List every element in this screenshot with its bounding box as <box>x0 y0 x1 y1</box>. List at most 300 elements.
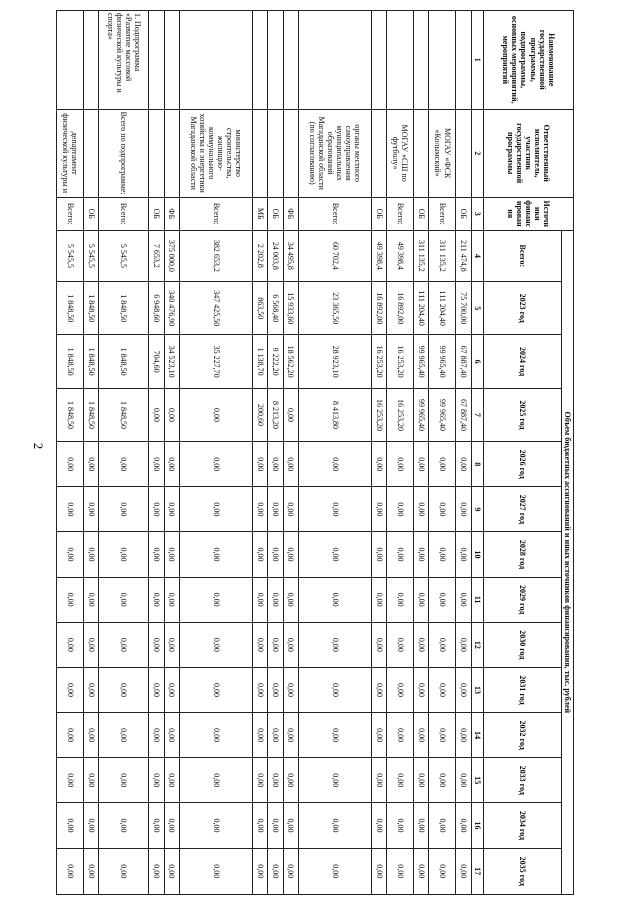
cell-year-value: 0,00 <box>387 803 414 848</box>
cell-responsible <box>84 109 99 197</box>
cell-year-value: 0,00 <box>387 577 414 622</box>
cell-year-value: 0,00 <box>298 667 371 712</box>
cell-year-value: 99 965,40 <box>414 335 429 388</box>
header-name: Наименование государственной программы, подпрограммы, основных мероприятий, мероприятий <box>483 11 573 110</box>
cell-year-value: 0,00 <box>456 487 471 532</box>
cell-year-value: 0,00 <box>298 848 371 894</box>
cell-year-value: 0,00 <box>387 622 414 667</box>
cell-name <box>164 11 179 110</box>
cell-year-value: 9 222,20 <box>268 335 283 388</box>
cell-year-value: 0,00 <box>57 487 84 532</box>
cell-source: ФБ <box>283 197 298 230</box>
table-row <box>429 11 456 895</box>
cell-year-value: 0,00 <box>268 803 283 848</box>
table-row <box>164 11 179 895</box>
cell-year-value: 0,00 <box>149 713 164 758</box>
cell-total: 5 545,5 <box>84 230 99 281</box>
cell-year-value: 0,00 <box>99 442 149 487</box>
cell-year-value: 16 253,20 <box>371 388 386 441</box>
cell-year-value: 1 848,50 <box>57 282 84 335</box>
table-row <box>387 11 414 895</box>
cell-responsible: органы местного самоуправления муниципальных образований Магаданской области (по согласованию) <box>298 109 371 197</box>
cell-year-value: 0,00 <box>84 487 99 532</box>
cell-year-value: 0,00 <box>84 848 99 894</box>
cell-year-value: 0,00 <box>99 803 149 848</box>
cell-year-value: 0,00 <box>283 713 298 758</box>
cell-year-value: 0,00 <box>387 667 414 712</box>
cell-year-value: 0,00 <box>252 622 267 667</box>
cell-year-value: 0,00 <box>268 758 283 803</box>
cell-year-value: 0,00 <box>149 487 164 532</box>
cell-source: Всего: <box>179 197 252 230</box>
cell-year-value: 0,00 <box>298 622 371 667</box>
cell-year-value: 0,00 <box>429 442 456 487</box>
cell-year-value: 0,00 <box>283 388 298 441</box>
cell-year-value: 0,00 <box>149 848 164 894</box>
cell-year-value: 0,00 <box>429 803 456 848</box>
table-row <box>456 11 471 895</box>
cell-year-value: 0,00 <box>268 622 283 667</box>
cell-year-value: 111 204,40 <box>429 282 456 335</box>
cell-year-value: 0,00 <box>298 532 371 577</box>
cell-source: Всего: <box>429 197 456 230</box>
cell-year-value: 1 848,50 <box>57 335 84 388</box>
cell-year-value: 0,00 <box>298 758 371 803</box>
cell-name <box>84 11 99 110</box>
column-number: 2 <box>471 109 483 197</box>
cell-year-value: 0,00 <box>164 388 179 441</box>
cell-year-value: 0,00 <box>179 442 252 487</box>
cell-name <box>252 11 267 110</box>
cell-year-value: 0,00 <box>84 713 99 758</box>
cell-year-value: 0,00 <box>414 622 429 667</box>
cell-name <box>149 11 164 110</box>
cell-name: 1. Подпрограмма «Развитие массовой физической культуры и спорта» <box>99 11 149 110</box>
cell-year-value: 1 138,70 <box>252 335 267 388</box>
column-number: 13 <box>471 667 483 712</box>
cell-name <box>268 11 283 110</box>
cell-year-value: 0,00 <box>371 803 386 848</box>
cell-source: Всего: <box>57 197 84 230</box>
header-total: Всего: <box>483 230 561 281</box>
cell-source: ОБ <box>268 197 283 230</box>
cell-total: 2 202,8 <box>252 230 267 281</box>
cell-source: МБ <box>252 197 267 230</box>
cell-year-value: 0,00 <box>414 758 429 803</box>
cell-year-value: 0,00 <box>283 532 298 577</box>
column-number: 12 <box>471 622 483 667</box>
cell-name <box>57 11 84 110</box>
cell-year-value: 0,00 <box>252 803 267 848</box>
cell-year-value: 0,00 <box>298 487 371 532</box>
cell-year-value: 0,00 <box>371 577 386 622</box>
cell-name <box>283 11 298 110</box>
cell-year-value: 0,00 <box>57 442 84 487</box>
cell-year-value: 0,00 <box>164 667 179 712</box>
cell-year-value: 0,00 <box>371 532 386 577</box>
cell-year-value: 0,00 <box>149 803 164 848</box>
cell-year-value: 0,00 <box>387 487 414 532</box>
cell-year-value: 0,00 <box>164 803 179 848</box>
cell-year-value: 0,00 <box>414 487 429 532</box>
table-row <box>283 11 298 895</box>
cell-year-value: 0,00 <box>429 667 456 712</box>
cell-responsible: департамент физической культуры и <box>57 109 84 197</box>
cell-year-value: 0,00 <box>268 532 283 577</box>
cell-year-value: 8 413,80 <box>298 388 371 441</box>
cell-year-value: 0,00 <box>179 622 252 667</box>
cell-year-value: 340 476,90 <box>164 282 179 335</box>
cell-year-value: 18 562,20 <box>283 335 298 388</box>
cell-total: 375 000,0 <box>164 230 179 281</box>
cell-year-value: 0,00 <box>456 532 471 577</box>
cell-year-value: 0,00 <box>283 487 298 532</box>
cell-total: 60 702,4 <box>298 230 371 281</box>
cell-year-value: 0,00 <box>268 667 283 712</box>
cell-source: Всего: <box>298 197 371 230</box>
cell-year-value: 35 227,70 <box>179 335 252 388</box>
cell-name <box>387 11 414 110</box>
cell-year-value: 0,00 <box>57 758 84 803</box>
cell-year-value: 0,00 <box>57 848 84 894</box>
table-row <box>99 11 149 895</box>
cell-year-value: 34 523,10 <box>164 335 179 388</box>
header-year: 2030 год <box>483 622 561 667</box>
cell-responsible: МОГАУ «ФСК «Колымский» <box>429 109 456 197</box>
cell-year-value: 1 848,50 <box>99 282 149 335</box>
cell-year-value: 99 965,40 <box>429 335 456 388</box>
table-row <box>179 11 252 895</box>
table-row <box>57 11 84 895</box>
header-year: 2024 год <box>483 335 561 388</box>
cell-year-value: 16 253,20 <box>387 335 414 388</box>
cell-source: ОБ <box>84 197 99 230</box>
header-year: 2031 год <box>483 667 561 712</box>
cell-year-value: 0,00 <box>414 442 429 487</box>
cell-responsible <box>371 109 386 197</box>
cell-year-value: 0,00 <box>252 713 267 758</box>
cell-year-value: 0,00 <box>371 713 386 758</box>
cell-year-value: 111 204,40 <box>414 282 429 335</box>
cell-year-value: 0,00 <box>99 487 149 532</box>
cell-year-value: 0,00 <box>283 577 298 622</box>
cell-responsible <box>252 109 267 197</box>
cell-year-value: 0,00 <box>371 848 386 894</box>
table-row <box>298 11 371 895</box>
column-number: 16 <box>471 803 483 848</box>
cell-year-value: 863,50 <box>252 282 267 335</box>
cell-name <box>414 11 429 110</box>
cell-year-value: 0,00 <box>57 577 84 622</box>
cell-total: 311 135,2 <box>414 230 429 281</box>
cell-year-value: 0,00 <box>164 848 179 894</box>
header-year: 2034 год <box>483 803 561 848</box>
cell-year-value: 0,00 <box>252 848 267 894</box>
column-number: 11 <box>471 577 483 622</box>
cell-year-value: 200,60 <box>252 388 267 441</box>
cell-responsible <box>414 109 429 197</box>
cell-year-value: 0,00 <box>414 532 429 577</box>
cell-year-value: 0,00 <box>283 622 298 667</box>
column-number: 4 <box>471 230 483 281</box>
cell-year-value: 0,00 <box>283 803 298 848</box>
cell-year-value: 0,00 <box>99 848 149 894</box>
column-number: 9 <box>471 487 483 532</box>
cell-year-value: 0,00 <box>456 803 471 848</box>
cell-year-value: 0,00 <box>298 442 371 487</box>
cell-year-value: 0,00 <box>429 577 456 622</box>
cell-year-value: 0,00 <box>164 487 179 532</box>
cell-total: 211 474,8 <box>456 230 471 281</box>
cell-source: ФБ <box>164 197 179 230</box>
column-number: 5 <box>471 282 483 335</box>
cell-year-value: 0,00 <box>283 758 298 803</box>
cell-name <box>429 11 456 110</box>
cell-year-value: 0,00 <box>429 848 456 894</box>
cell-year-value: 0,00 <box>179 803 252 848</box>
column-number: 7 <box>471 388 483 441</box>
cell-year-value: 0,00 <box>298 803 371 848</box>
cell-year-value: 28 923,10 <box>298 335 371 388</box>
cell-total: 24 003,8 <box>268 230 283 281</box>
cell-year-value: 0,00 <box>84 577 99 622</box>
table-row <box>149 11 164 895</box>
cell-year-value: 0,00 <box>252 532 267 577</box>
table-row <box>414 11 429 895</box>
cell-year-value: 0,00 <box>179 848 252 894</box>
cell-source: Всего: <box>387 197 414 230</box>
cell-year-value: 67 887,40 <box>456 335 471 388</box>
cell-year-value: 347 425,50 <box>179 282 252 335</box>
cell-year-value: 75 700,00 <box>456 282 471 335</box>
rotated-table-container <box>56 10 574 895</box>
cell-year-value: 0,00 <box>57 713 84 758</box>
cell-year-value: 0,00 <box>84 442 99 487</box>
header-year: 2025 год <box>483 388 561 441</box>
cell-year-value: 0,00 <box>99 713 149 758</box>
cell-year-value: 0,00 <box>252 442 267 487</box>
cell-total: 5 545,5 <box>99 230 149 281</box>
cell-year-value: 0,00 <box>268 848 283 894</box>
cell-year-value: 0,00 <box>149 532 164 577</box>
cell-year-value: 0,00 <box>456 758 471 803</box>
header-year: 2033 год <box>483 758 561 803</box>
cell-year-value: 0,00 <box>252 577 267 622</box>
cell-responsible <box>456 109 471 197</box>
cell-year-value: 99 965,40 <box>429 388 456 441</box>
cell-year-value: 15 933,60 <box>283 282 298 335</box>
cell-year-value: 1 848,50 <box>84 282 99 335</box>
cell-year-value: 0,00 <box>387 713 414 758</box>
cell-year-value: 0,00 <box>99 532 149 577</box>
table-row <box>268 11 283 895</box>
cell-year-value: 0,00 <box>99 577 149 622</box>
cell-total: 311 135,2 <box>429 230 456 281</box>
cell-source: Всего: <box>99 197 149 230</box>
cell-year-value: 0,00 <box>179 532 252 577</box>
cell-total: 34 495,8 <box>283 230 298 281</box>
cell-year-value: 0,00 <box>252 667 267 712</box>
cell-year-value: 6 568,40 <box>268 282 283 335</box>
cell-year-value: 0,00 <box>456 622 471 667</box>
cell-year-value: 0,00 <box>57 667 84 712</box>
cell-year-value: 0,00 <box>179 758 252 803</box>
cell-year-value: 0,00 <box>149 622 164 667</box>
table-row <box>371 11 386 895</box>
cell-year-value: 0,00 <box>371 667 386 712</box>
header-year: 2029 год <box>483 577 561 622</box>
header-source: Источники финансирования <box>483 197 573 230</box>
cell-year-value: 0,00 <box>456 577 471 622</box>
cell-total: 5 545,5 <box>57 230 84 281</box>
header-year: 2027 год <box>483 487 561 532</box>
cell-year-value: 0,00 <box>179 667 252 712</box>
cell-year-value: 0,00 <box>57 622 84 667</box>
cell-year-value: 0,00 <box>387 532 414 577</box>
header-volume-title: Объем бюджетных ассигнований и иных источников финансирования, тыс. рублей <box>561 230 573 894</box>
cell-year-value: 0,00 <box>179 388 252 441</box>
cell-year-value: 0,00 <box>387 848 414 894</box>
cell-year-value: 1 848,50 <box>57 388 84 441</box>
cell-source: ОБ <box>456 197 471 230</box>
cell-source: ОБ <box>371 197 386 230</box>
cell-year-value: 0,00 <box>252 487 267 532</box>
cell-year-value: 0,00 <box>456 848 471 894</box>
cell-year-value: 0,00 <box>414 577 429 622</box>
cell-year-value: 0,00 <box>414 848 429 894</box>
cell-year-value: 0,00 <box>57 532 84 577</box>
cell-year-value: 0,00 <box>283 667 298 712</box>
cell-year-value: 0,00 <box>179 577 252 622</box>
header-year: 2026 год <box>483 442 561 487</box>
cell-year-value: 0,00 <box>456 442 471 487</box>
cell-year-value: 1 848,50 <box>84 388 99 441</box>
cell-year-value: 23 365,50 <box>298 282 371 335</box>
cell-year-value: 0,00 <box>164 713 179 758</box>
cell-total: 382 653,2 <box>179 230 252 281</box>
cell-year-value: 1 848,50 <box>84 335 99 388</box>
cell-year-value: 0,00 <box>414 713 429 758</box>
cell-year-value: 0,00 <box>149 667 164 712</box>
cell-year-value: 0,00 <box>414 667 429 712</box>
cell-year-value: 16 253,20 <box>387 388 414 441</box>
cell-year-value: 16 892,00 <box>371 282 386 335</box>
cell-year-value: 0,00 <box>149 388 164 441</box>
cell-year-value: 0,00 <box>429 487 456 532</box>
cell-year-value: 99 965,40 <box>414 388 429 441</box>
cell-responsible: Всего по подпрограмме: <box>99 109 149 197</box>
cell-year-value: 0,00 <box>429 622 456 667</box>
table-row <box>252 11 267 895</box>
cell-year-value: 0,00 <box>371 622 386 667</box>
cell-year-value: 8 213,20 <box>268 388 283 441</box>
cell-year-value: 0,00 <box>298 713 371 758</box>
cell-year-value: 0,00 <box>179 487 252 532</box>
cell-source: ОБ <box>149 197 164 230</box>
cell-year-value: 16 253,20 <box>371 335 386 388</box>
cell-total: 49 398,4 <box>371 230 386 281</box>
cell-year-value: 0,00 <box>283 848 298 894</box>
cell-year-value: 0,00 <box>371 442 386 487</box>
cell-year-value: 0,00 <box>84 803 99 848</box>
column-number: 8 <box>471 442 483 487</box>
header-year: 2028 год <box>483 532 561 577</box>
cell-name <box>371 11 386 110</box>
cell-year-value: 0,00 <box>99 622 149 667</box>
cell-year-value: 0,00 <box>268 713 283 758</box>
cell-year-value: 704,60 <box>149 335 164 388</box>
cell-year-value: 0,00 <box>99 758 149 803</box>
cell-year-value: 0,00 <box>149 442 164 487</box>
cell-year-value: 0,00 <box>84 622 99 667</box>
column-number: 10 <box>471 532 483 577</box>
cell-name <box>298 11 371 110</box>
cell-year-value: 0,00 <box>149 758 164 803</box>
cell-year-value: 0,00 <box>429 758 456 803</box>
header-year: 2035 год <box>483 848 561 894</box>
cell-year-value: 0,00 <box>429 532 456 577</box>
page-number: 2 <box>31 442 46 450</box>
cell-year-value: 0,00 <box>57 803 84 848</box>
cell-year-value: 0,00 <box>387 442 414 487</box>
header-year: 2032 год <box>483 713 561 758</box>
cell-year-value: 0,00 <box>164 758 179 803</box>
cell-total: 49 398,4 <box>387 230 414 281</box>
cell-year-value: 0,00 <box>84 667 99 712</box>
column-number: 15 <box>471 758 483 803</box>
cell-year-value: 0,00 <box>164 577 179 622</box>
cell-year-value: 0,00 <box>283 442 298 487</box>
cell-year-value: 0,00 <box>298 577 371 622</box>
cell-year-value: 0,00 <box>456 667 471 712</box>
cell-year-value: 0,00 <box>414 803 429 848</box>
cell-source: ОБ <box>414 197 429 230</box>
cell-total: 7 653,2 <box>149 230 164 281</box>
cell-year-value: 0,00 <box>268 577 283 622</box>
cell-year-value: 0,00 <box>456 713 471 758</box>
column-number: 17 <box>471 848 483 894</box>
cell-year-value: 0,00 <box>164 442 179 487</box>
cell-year-value: 67 887,40 <box>456 388 471 441</box>
cell-responsible <box>164 109 179 197</box>
cell-year-value: 0,00 <box>371 487 386 532</box>
cell-year-value: 0,00 <box>387 758 414 803</box>
cell-year-value: 0,00 <box>179 713 252 758</box>
cell-year-value: 0,00 <box>252 758 267 803</box>
cell-year-value: 0,00 <box>84 532 99 577</box>
column-number: 14 <box>471 713 483 758</box>
column-number: 6 <box>471 335 483 388</box>
header-responsible: Ответственный исполнитель, участник государственной программы <box>483 109 573 197</box>
cell-responsible <box>283 109 298 197</box>
cell-year-value: 0,00 <box>149 577 164 622</box>
cell-year-value: 6 948,60 <box>149 282 164 335</box>
table-row <box>84 11 99 895</box>
cell-responsible: министерство строительства, жилищно-коммунального хозяйства и энергетики Магаданской области <box>179 109 252 197</box>
cell-year-value: 1 848,50 <box>99 388 149 441</box>
column-number: 1 <box>471 11 483 110</box>
cell-name <box>179 11 252 110</box>
cell-year-value: 0,00 <box>371 758 386 803</box>
cell-year-value: 0,00 <box>164 532 179 577</box>
cell-responsible <box>268 109 283 197</box>
cell-year-value: 16 892,00 <box>387 282 414 335</box>
cell-responsible: МОГАУ «СШ по футболу» <box>387 109 414 197</box>
cell-year-value: 0,00 <box>84 758 99 803</box>
financing-table <box>56 10 574 895</box>
cell-year-value: 0,00 <box>268 442 283 487</box>
column-number: 3 <box>471 197 483 230</box>
